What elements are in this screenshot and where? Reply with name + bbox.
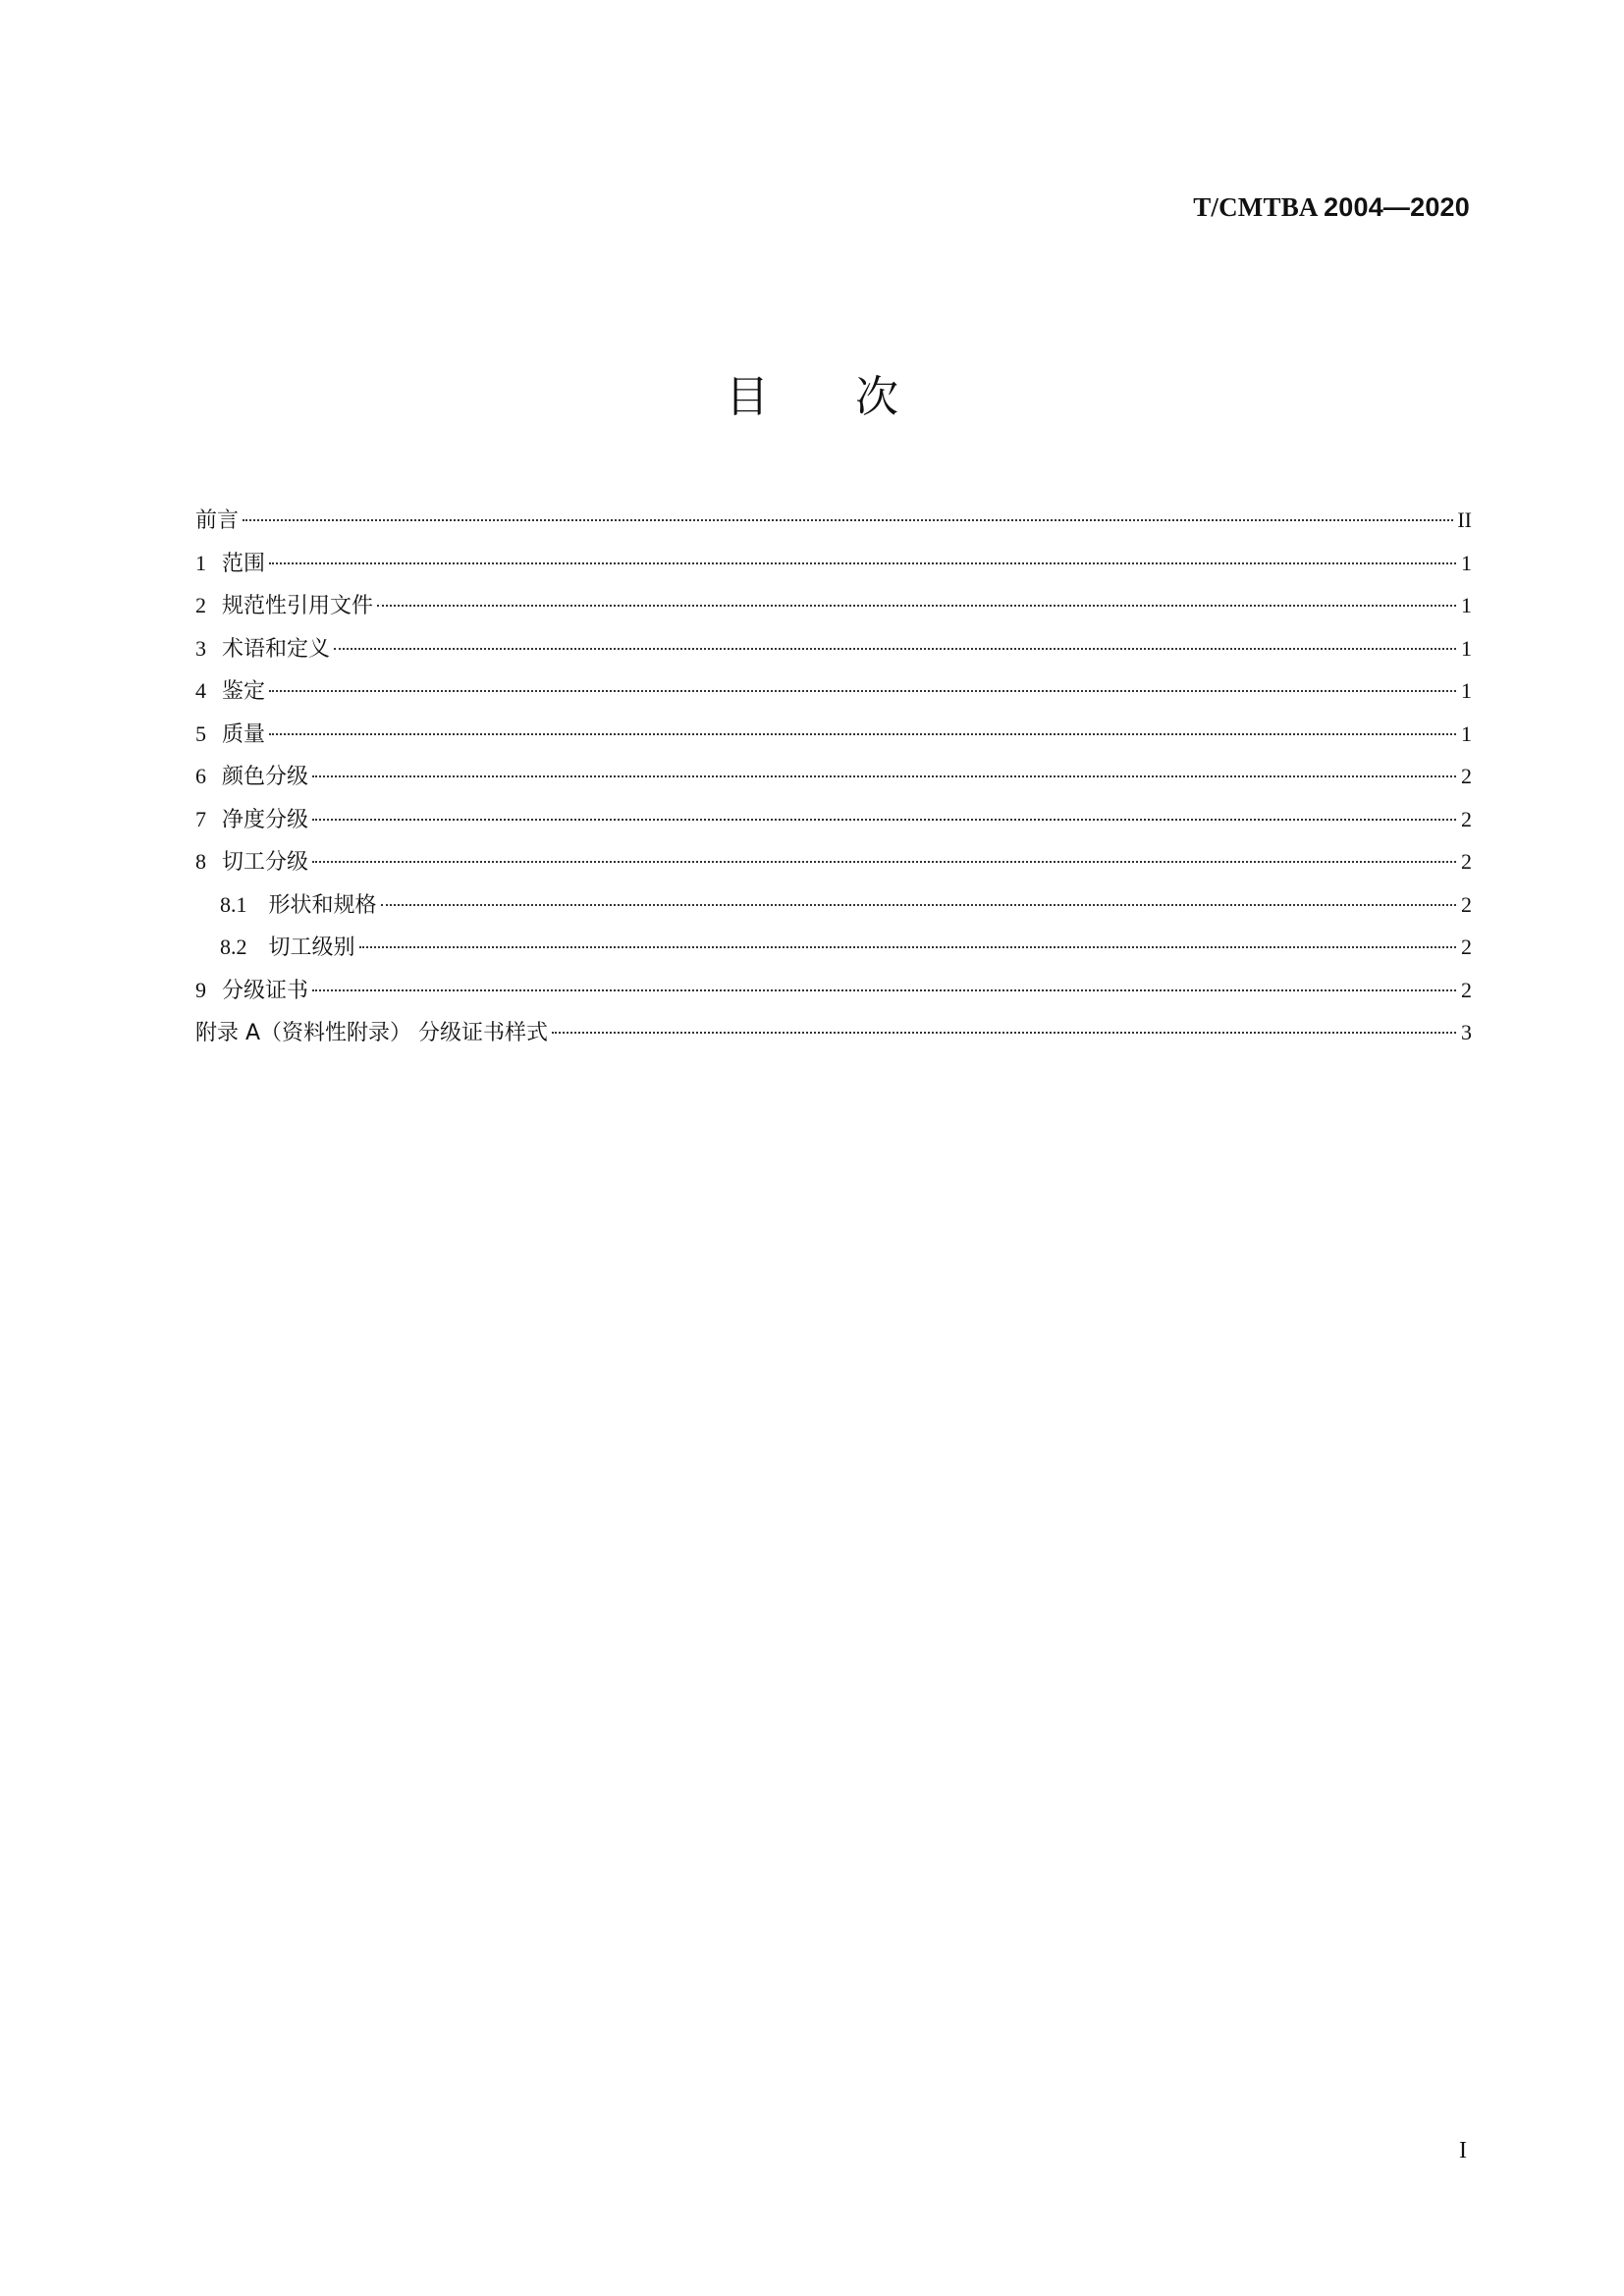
toc-entry[interactable] (195, 883, 1472, 927)
toc-entry-label: 形状和规格 (268, 892, 377, 918)
toc-leader-dots (269, 690, 1456, 692)
toc-entry-label: 范围 (222, 551, 266, 576)
toc-entry-page: 2 (1461, 806, 1472, 831)
toc-entry-label: 切工级别 (268, 935, 355, 960)
toc-entry[interactable] (195, 713, 1472, 756)
page-number: I (1459, 2138, 1467, 2163)
toc-entry-number: 8.2 (220, 934, 247, 959)
toc-leader-dots (334, 648, 1456, 650)
toc-entry-label: 鉴定 (222, 679, 266, 704)
toc-entry-number: 1 (195, 550, 206, 575)
toc-entry-number: 8.1 (220, 891, 247, 917)
toc-entry-page: 1 (1461, 550, 1472, 575)
toc-leader-dots (243, 519, 1453, 521)
toc-entry-label: 附录 A（资料性附录） 分级证书样式 (195, 1021, 549, 1045)
toc-entry-number: 4 (195, 678, 206, 703)
toc-entry-page: 2 (1461, 849, 1472, 874)
toc-entry-label: 术语和定义 (222, 636, 331, 662)
toc-leader-dots (552, 1032, 1456, 1034)
toc-entry-label: 切工分级 (222, 850, 309, 875)
toc-entry-page: 2 (1461, 977, 1472, 1002)
toc-entry-page: II (1457, 507, 1472, 532)
toc-entry-number: 5 (195, 721, 206, 746)
toc-entry-label: 规范性引用文件 (222, 594, 374, 618)
toc-leader-dots (269, 733, 1456, 735)
toc-entry-number: 6 (195, 764, 206, 788)
toc-entry[interactable] (195, 499, 1472, 542)
toc-entry-number: 8 (195, 849, 206, 874)
toc-entry-page: 1 (1461, 635, 1472, 661)
toc-entry-number: 7 (195, 806, 206, 831)
toc-entry[interactable] (195, 969, 1472, 1012)
toc-entry-page: 2 (1461, 891, 1472, 917)
toc-leader-dots (269, 562, 1456, 564)
toc-leader-dots (312, 861, 1456, 863)
toc-entry[interactable] (195, 840, 1472, 883)
toc-leader-dots (312, 989, 1456, 991)
toc-entry[interactable] (195, 798, 1472, 841)
toc-entry[interactable] (195, 926, 1472, 969)
toc-leader-dots (359, 946, 1456, 948)
toc-entry-label: 净度分级 (222, 807, 309, 832)
table-of-contents (195, 499, 1472, 1054)
toc-entry[interactable] (195, 755, 1472, 798)
toc-entry-page: 3 (1461, 1020, 1472, 1044)
toc-entry-label: 质量 (222, 721, 266, 747)
toc-title: 目次 (726, 372, 985, 422)
toc-entry[interactable] (195, 627, 1472, 670)
toc-leader-dots (377, 605, 1456, 607)
toc-leader-dots (312, 819, 1456, 821)
toc-leader-dots (381, 904, 1456, 906)
toc-entry-label: 分级证书 (222, 978, 309, 1003)
toc-entry-label: 颜色分级 (222, 765, 309, 789)
toc-entry-page: 2 (1461, 934, 1472, 959)
toc-entry[interactable] (195, 542, 1472, 585)
document-code-number: 2004—2020 (1324, 192, 1470, 222)
toc-entry-page: 1 (1461, 593, 1472, 617)
toc-entry-number: 9 (195, 977, 206, 1002)
toc-entry-page: 1 (1461, 678, 1472, 703)
document-code (1193, 192, 1470, 223)
toc-entry-page: 2 (1461, 764, 1472, 788)
toc-entry-label: 前言 (195, 508, 240, 533)
toc-entry-page: 1 (1461, 721, 1472, 746)
document-code-prefix: T/CMTBA (1193, 192, 1318, 222)
toc-entry[interactable] (195, 584, 1472, 627)
toc-entry[interactable] (195, 1011, 1472, 1054)
toc-leader-dots (312, 775, 1456, 777)
toc-entry-number: 2 (195, 593, 206, 617)
toc-entry-number: 3 (195, 635, 206, 661)
toc-entry[interactable] (195, 669, 1472, 713)
